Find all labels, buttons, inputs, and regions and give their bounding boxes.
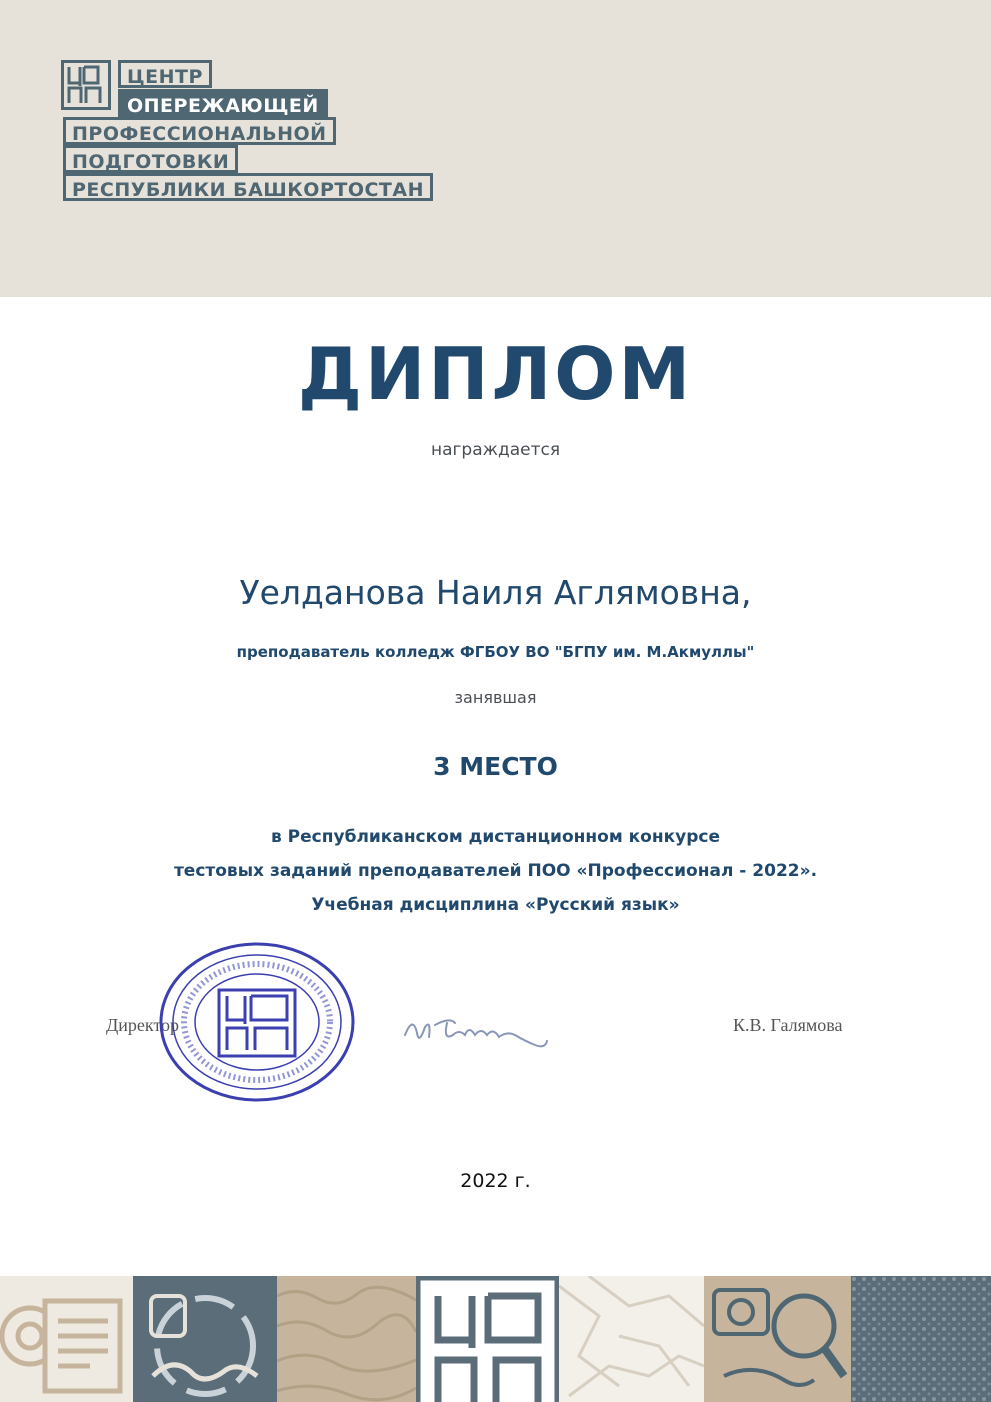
year-text: 2022 г. — [460, 1170, 531, 1192]
signatory-name: К.В. Галямова — [733, 1015, 843, 1035]
handshake-icon — [133, 1276, 277, 1402]
recipient-name: Уелданова Наиля Аглямовна, — [239, 573, 752, 612]
gear-document-icon — [0, 1276, 133, 1402]
logo-line-1: ЦЕНТР — [118, 60, 212, 88]
recipient-position: преподаватель колледж ФГБОУ ВО "БГПУ им. М.Акмуллы" — [236, 643, 755, 661]
awarded-text: награждается — [430, 440, 561, 460]
logo-line-2: ОПЕРЕЖАЮЩЕЙ — [118, 89, 328, 117]
logo-line-3: ПРОФЕССИОНАЛЬНОЙ — [63, 117, 336, 145]
contest-line: тестовых заданий преподавателей ПОО «Профессионал - 2022». — [173, 861, 818, 881]
contest-line: Учебная дисциплина «Русский язык» — [311, 895, 680, 915]
beige-pattern-tile — [277, 1276, 416, 1402]
dotted-pattern-tile — [851, 1276, 991, 1402]
took-text: занявшая — [454, 688, 537, 707]
white-pattern-tile — [559, 1276, 704, 1402]
cpp-footer-logo-icon — [416, 1276, 559, 1402]
cpp-logo-mark-icon — [61, 60, 111, 110]
contest-line: в Республиканском дистанционном конкурсе — [271, 827, 720, 847]
signatory-role: Директор — [106, 1015, 180, 1035]
official-stamp — [157, 940, 357, 1105]
logo-line-4: ПОДГОТОВКИ — [63, 145, 238, 173]
footer-tiles — [0, 1276, 991, 1402]
cpp-logo — [61, 60, 424, 205]
contest-description — [0, 820, 991, 922]
magnifier-gear-icon — [704, 1276, 851, 1402]
handwritten-signature — [395, 1005, 555, 1055]
place-text: 3 МЕСТО — [433, 752, 558, 781]
diploma-title: ДИПЛОМ — [297, 332, 694, 416]
logo-line-5: РЕСПУБЛИКИ БАШКОРТОСТАН — [63, 173, 433, 201]
